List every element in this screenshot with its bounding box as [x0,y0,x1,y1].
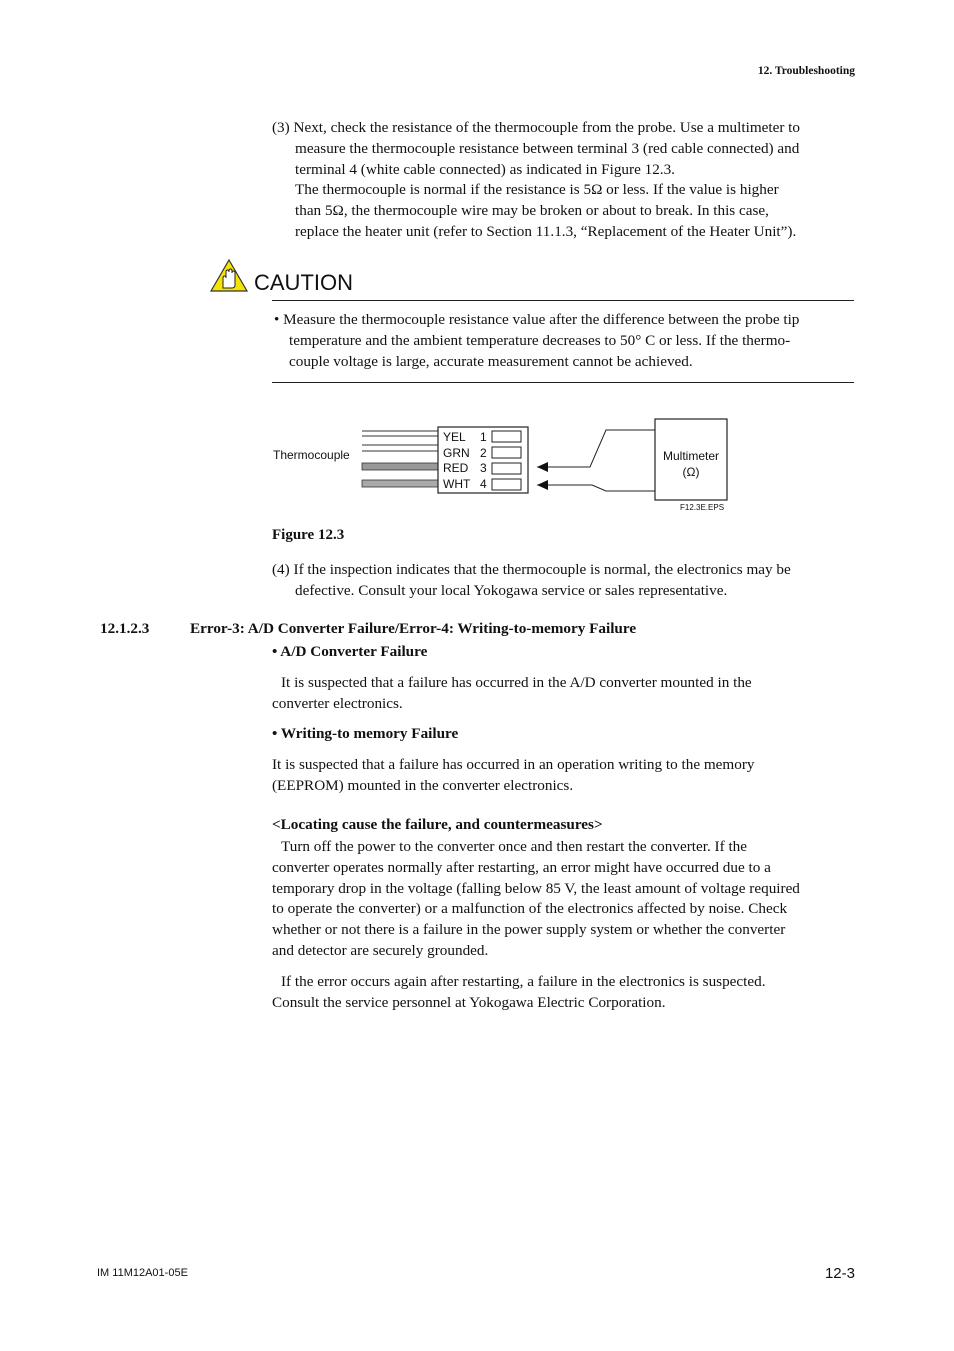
figure-12-3 [270,410,740,520]
step-3-line: (3) Next, check the resistance of the thermocouple from the probe. Use a multimeter to [272,119,800,136]
figure-file-code: F12.3E.EPS [680,503,725,512]
step-4-line: defective. Consult your local Yokogawa service or sales representative. [295,581,728,599]
terminal-row: YEL 1 [443,430,487,444]
terminal-row: GRN 2 [443,445,487,460]
wire-red [362,463,438,470]
lead-to-terminal-4 [537,485,656,491]
again-text [272,972,872,1014]
locating-line: to operate the converter) or a malfunction of the electronics affected by noise. Check [272,900,788,918]
ad-line: converter electronics. [272,694,403,712]
step-3-line: terminal 4 (white cable connected) as indicated in Figure 12.3. [295,160,675,178]
lead-to-terminal-3 [537,430,656,467]
step-3-line: than 5Ω, the thermocouple wire may be broken or about to break. In this case, [295,202,769,220]
step-3-line: replace the heater unit (refer to Section 11.1.3, “Replacement of the Heater Unit”). [295,222,797,240]
ad-heading: • A/D Converter Failure [272,643,428,660]
wire-wht [362,480,438,487]
locating-line: whether or not there is a failure in the power supply system or whether the converter [272,921,786,939]
step-4-paragraph [272,560,872,602]
running-header: 12. Troubleshooting [757,65,855,77]
caution-top-rule [272,300,854,301]
caution-icon [209,258,249,294]
step-3-line: measure the thermocouple resistance between terminal 3 (red cable connected) and [295,139,800,157]
thermocouple-label: Thermocouple [273,448,350,462]
locating-line: converter operates normally after restarting, an error might have occurred due to a [272,858,771,876]
section-number: 12.1.2.3 [100,620,150,637]
step-3-line: The thermocouple is normal if the resistance is 5Ω or less. If the value is higher [295,181,779,199]
caution-line: temperature and the ambient temperature decreases to 50° C or less. If the thermo- [289,331,791,349]
caution-text [274,310,854,372]
memory-line: (EEPROM) mounted in the converter electronics. [272,776,574,794]
memory-line: It is suspected that a failure has occurred in an operation writing to the memory [272,756,755,773]
locating-text [272,837,872,962]
locating-line: Turn off the power to the converter once and then restart the converter. If the [281,838,748,855]
locating-line: and detector are securely grounded. [272,941,489,959]
again-line: Consult the service personnel at Yokogawa Electric Corporation. [272,993,666,1011]
page-number: 12-3 [824,1265,855,1282]
again-line: If the error occurs again after restarting, a failure in the electronics is suspected. [281,973,766,990]
memory-text [272,755,872,797]
step-4-line: (4) If the inspection indicates that the thermocouple is normal, the electronics may be [272,561,791,578]
caution-line: • Measure the thermocouple resistance value after the difference between the probe tip [274,311,800,328]
memory-heading: • Writing-to memory Failure [272,725,459,742]
ad-text [272,673,872,715]
terminal-labels [443,430,487,492]
section-title: Error-3: A/D Converter Failure/Error-4: Writing-to-memory Failure [190,620,637,637]
locating-line: temporary drop in the voltage (falling below 85 V, the least amount of voltage required [272,879,800,897]
multimeter-unit: (Ω) [682,465,700,479]
footer-doc-id: IM 11M12A01-05E [97,1267,188,1279]
ad-line: It is suspected that a failure has occurred in the A/D converter mounted in the [281,674,752,691]
terminal-row: RED 3 [443,461,487,475]
multimeter-label: Multimeter (Ω) [656,448,726,480]
caution-title: CAUTION [254,270,353,295]
caution-bottom-rule [272,382,854,383]
terminal-row: WHT 4 [443,476,487,491]
locating-heading: <Locating cause the failure, and countermeasures> [272,816,603,833]
figure-caption: Figure 12.3 [272,527,345,543]
step-3-paragraph [272,118,872,243]
caution-line: couple voltage is large, accurate measurement cannot be achieved. [289,352,693,370]
